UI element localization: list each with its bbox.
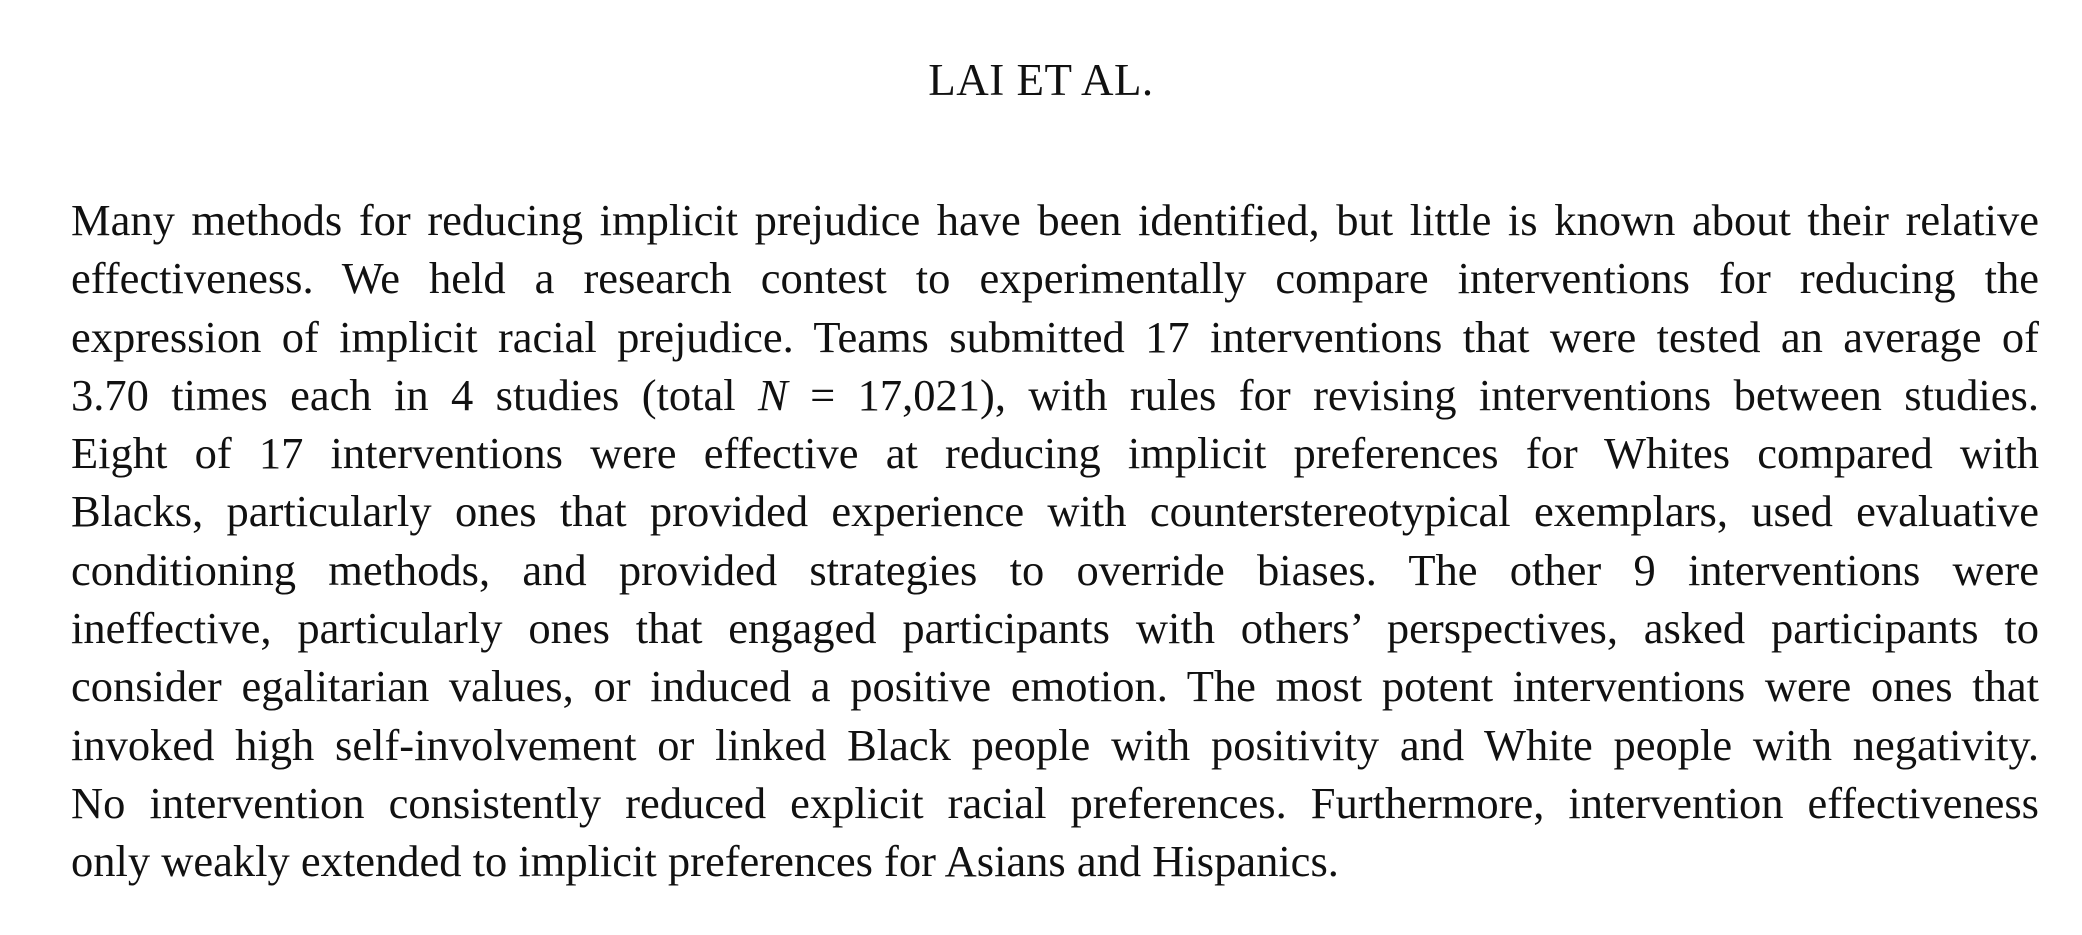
- abstract-line-2: effectiveness. We held a research contest to experimentally compare interventions for reducing the: [71, 253, 2039, 304]
- abstract-line-5: Eight of 17 interventions were effective at reducing implicit preferences for Whites compared with: [71, 428, 2039, 479]
- abstract-line-1: Many methods for reducing implicit prejudice have been identified, but little is known about their relative: [71, 195, 2039, 245]
- abstract-paragraph: [71, 191, 2039, 891]
- abstract-line-11: No intervention consistently reduced explicit racial preferences. Furthermore, intervention effectiveness: [71, 777, 2039, 828]
- abstract-line-4: [71, 366, 2039, 424]
- abstract-line-12: only weakly extended to implicit preferences for Asians and Hispanics.: [71, 836, 1339, 887]
- running-head: LAI ET AL.: [928, 55, 1154, 105]
- sample-size-symbol: N: [758, 369, 788, 420]
- abstract-line-4-part-2: = 17,021), with rules for revising interventions between studies.: [810, 369, 2039, 420]
- abstract-line-3: expression of implicit racial prejudice. Teams submitted 17 interventions that were tested an average of: [71, 311, 2039, 362]
- abstract-line-8: ineffective, particularly ones that engaged participants with others’ perspectives, asked participants to: [71, 603, 2039, 654]
- abstract-line-7: conditioning methods, and provided strategies to override biases. The other 9 interventions were: [71, 544, 2039, 595]
- abstract-line-10: invoked high self-involvement or linked Black people with positivity and White people with negativity.: [71, 719, 2039, 770]
- abstract-line-9: consider egalitarian values, or induced a positive emotion. The most potent interventions were ones that: [71, 661, 2039, 712]
- abstract-line-6: Blacks, particularly ones that provided experience with counterstereotypical exemplars, used evaluative: [71, 486, 2039, 537]
- abstract-line-4-part-1: 3.70 times each in 4 studies (total: [71, 369, 736, 420]
